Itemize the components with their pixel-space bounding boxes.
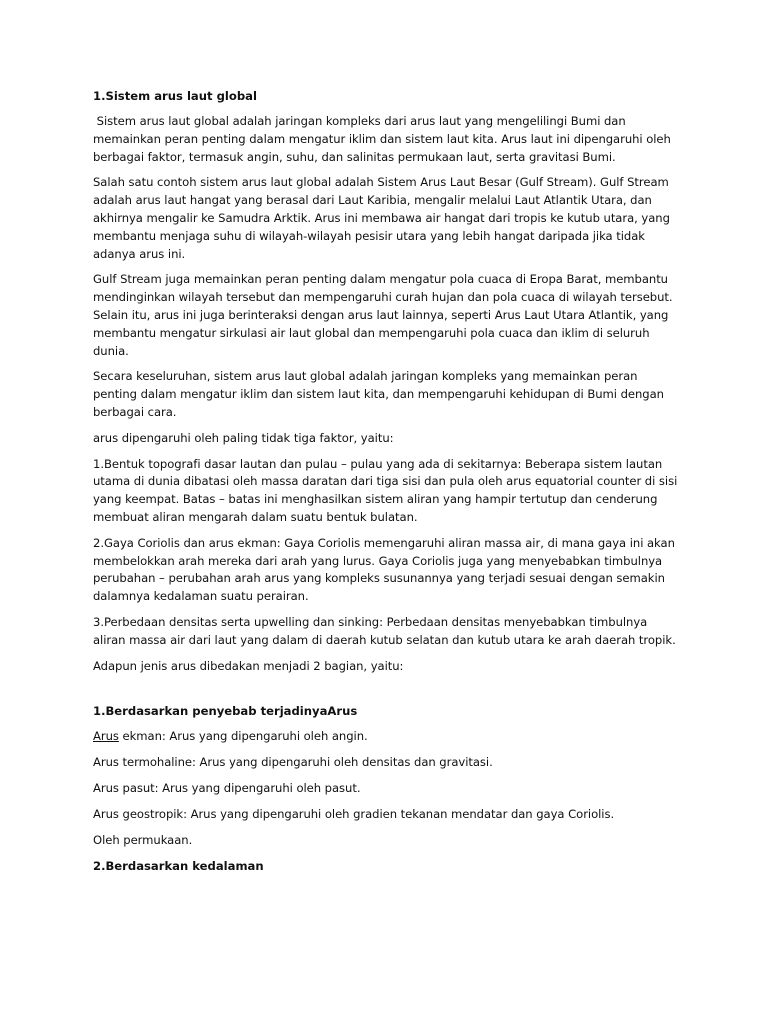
list-item: [93, 728, 678, 746]
section-heading-depth: 2.Berdasarkan kedalaman: [93, 859, 264, 874]
list-item: Arus pasut: Arus yang dipengaruhi oleh pasut.: [93, 780, 361, 795]
paragraph: 1.Bentuk topografi dasar lautan dan pulau – pulau yang ada di sekitarnya: Beberapa sistem lautan utama di dunia dibatasi oleh massa daratan dari tiga sisi dan pula oleh arus equatorial counter di sisi yang keempat. Batas – batas ini menghasilkan sistem aliran yang hampir tertutup dan cenderung membuat aliran mengarah dalam suatu bentuk bulatan.: [93, 456, 678, 524]
list-item: Oleh permukaan.: [93, 832, 193, 847]
paragraph: 2.Gaya Coriolis dan arus ekman: Gaya Coriolis memengaruhi aliran massa air, di mana gaya ini akan membelokkan arah mereka dari arah yang lurus. Gaya Coriolis juga yang menyebabkan timbulnya perubahan – perubahan arah arus yang kompleks susunannya yang terjadi sesuai dengan semakin dalamnya kedalaman suatu perairan.: [93, 535, 675, 604]
paragraph: Adapun jenis arus dibedakan menjadi 2 bagian, yaitu:: [93, 658, 404, 673]
paragraph: Salah satu contoh sistem arus laut global adalah Sistem Arus Laut Besar (Gulf Stream). Gulf Stream adalah arus laut hangat yang berasal dari Laut Karibia, mengalir melalui Laut Atlantik Utara, dan akhirnya mengalir ke Samudra Arktik. Arus ini membawa air hangat dari tropis ke kutub utara, yang membantu menjaga suhu di wilayah-wilayah pesisir utara yang lebih hangat daripada jika tidak adanya arus ini.: [93, 175, 670, 261]
list-item: Arus geostropik: Arus yang dipengaruhi oleh gradien tekanan mendatar dan gaya Coriolis.: [93, 806, 615, 821]
paragraph: Gulf Stream juga memainkan peran penting dalam mengatur pola cuaca di Eropa Barat, membantu mendinginkan wilayah tersebut dan mempengaruhi curah hujan dan pola cuaca di wilayah tersebut. Selain itu, arus ini juga berinteraksi dengan arus laut lainnya, seperti Arus Laut Utara Atlantik, yang membantu mengatur sirkulasi air laut global dan mempengaruhi pola cuaca dan iklim di seluruh dunia.: [93, 272, 673, 358]
paragraph: arus dipengaruhi oleh paling tidak tiga faktor, yaitu:: [93, 430, 394, 445]
blank-line: [93, 683, 678, 702]
list-item-text: ekman: Arus yang dipengaruhi oleh angin.: [118, 729, 368, 744]
paragraph: Secara keseluruhan, sistem arus laut global adalah jaringan kompleks yang memainkan peran penting dalam mengatur iklim dan sistem laut kita, dan mempengaruhi kehidupan di Bumi dengan berbagai cara.: [93, 369, 664, 419]
paragraph: Sistem arus laut global adalah jaringan kompleks dari arus laut yang mengelilingi Bumi dan memainkan peran penting dalam mengatur iklim dan sistem laut kita. Arus laut ini dipengaruhi oleh berbagai faktor, termasuk angin, suhu, dan salinitas permukaan laut, serta gravitasi Bumi.: [93, 114, 675, 164]
underlined-word: Arus: [93, 729, 119, 744]
section-heading-cause: 1.Berdasarkan penyebab terjadinyaArus: [93, 704, 358, 719]
paragraph: 3.Perbedaan densitas serta upwelling dan sinking: Perbedaan densitas menyebabkan timbulnya aliran massa air dari laut yang dalam di daerah kutub selatan dan kutub utara ke arah daerah tropik.: [93, 614, 676, 647]
section-title: 1.Sistem arus laut global: [93, 89, 257, 103]
list-item: Arus termohaline: Arus yang dipengaruhi oleh densitas dan gravitasi.: [93, 755, 493, 770]
